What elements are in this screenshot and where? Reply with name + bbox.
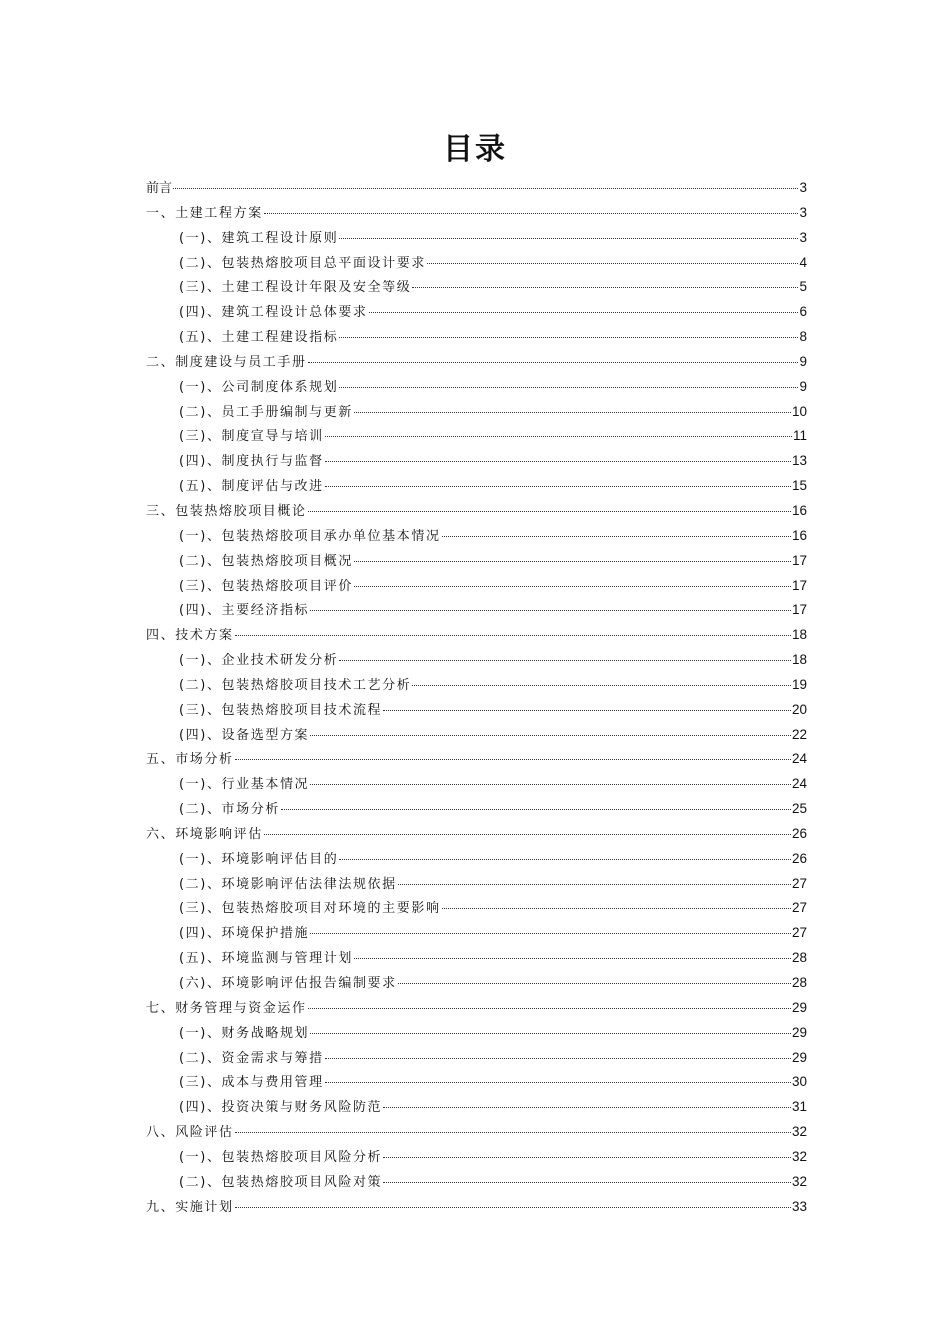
toc-page-number: 18 xyxy=(791,652,807,668)
toc-entry-title: (六)、环境影响评估报告编制要求 xyxy=(179,976,397,991)
toc-dot-leader xyxy=(308,362,798,363)
toc-dot-leader xyxy=(442,908,791,909)
toc-page-number: 16 xyxy=(791,527,807,543)
toc-dot-leader xyxy=(325,436,792,437)
toc-dot-leader xyxy=(398,884,791,885)
toc-dot-leader xyxy=(383,1182,791,1183)
toc-entry-title: (三)、成本与费用管理 xyxy=(179,1075,324,1091)
toc-page-number: 17 xyxy=(791,552,807,568)
toc-page-number: 19 xyxy=(791,676,807,692)
toc-entry-section[interactable] xyxy=(146,797,807,822)
toc-dot-leader xyxy=(339,238,798,239)
toc-dot-leader xyxy=(308,511,791,512)
toc-entry-chapter[interactable] xyxy=(146,822,807,847)
toc-dot-leader xyxy=(325,1058,791,1059)
toc-page-number: 24 xyxy=(791,751,807,767)
toc-page-number: 17 xyxy=(791,602,807,618)
toc-entry-section[interactable] xyxy=(146,847,807,872)
toc-page-number: 16 xyxy=(791,502,807,518)
toc-page-number: 3 xyxy=(799,229,807,245)
toc-entry-section[interactable] xyxy=(146,698,807,723)
toc-page-number: 29 xyxy=(791,1024,807,1040)
toc-entry-title: (五)、环境监测与管理计划 xyxy=(179,951,353,967)
toc-entry-chapter[interactable] xyxy=(146,1120,807,1145)
toc-dot-leader xyxy=(325,486,791,487)
toc-dot-leader xyxy=(354,586,791,587)
toc-dot-leader xyxy=(412,685,791,686)
toc-entry-chapter[interactable] xyxy=(146,350,807,375)
toc-entry-title: 八、风险评估 xyxy=(146,1125,234,1141)
toc-page-number: 31 xyxy=(791,1099,807,1115)
toc-entry-title: (五)、制度评估与改进 xyxy=(179,479,324,495)
toc-entry-title: (四)、投资决策与财务风险防范 xyxy=(179,1100,383,1116)
toc-page-number: 13 xyxy=(791,453,807,469)
toc-entry-title: 九、实施计划 xyxy=(146,1199,234,1215)
toc-entry-title: (三)、土建工程设计年限及安全等级 xyxy=(179,280,412,296)
toc-dot-leader xyxy=(310,735,791,736)
toc-entry-chapter[interactable] xyxy=(146,747,807,772)
toc-page-number: 27 xyxy=(791,925,807,941)
toc-page-number: 26 xyxy=(791,825,807,841)
toc-entry-title: (一)、财务战略规划 xyxy=(179,1025,310,1041)
toc-entry-section[interactable] xyxy=(146,1145,807,1170)
toc-dot-leader xyxy=(235,1132,791,1133)
toc-page-number: 10 xyxy=(791,403,807,419)
toc-entry-title: (二)、包装热熔胶项目总平面设计要求 xyxy=(179,255,426,271)
toc-entry-title: 七、财务管理与资金运作 xyxy=(146,1000,307,1016)
toc-page-number: 29 xyxy=(791,1049,807,1065)
toc-dot-leader xyxy=(339,387,798,388)
toc-dot-leader xyxy=(354,412,791,413)
toc-dot-leader xyxy=(325,1082,791,1083)
toc-entry-section[interactable] xyxy=(146,946,807,971)
toc-entry-title: (二)、员工手册编制与更新 xyxy=(179,404,353,420)
toc-entry-section[interactable] xyxy=(146,971,807,996)
toc-entry-title: 二、制度建设与员工手册 xyxy=(146,354,307,370)
toc-dot-leader xyxy=(235,635,791,636)
toc-dot-leader xyxy=(310,1033,791,1034)
toc-dot-leader xyxy=(442,536,791,537)
toc-entry-section[interactable] xyxy=(146,921,807,946)
toc-dot-leader xyxy=(383,1107,791,1108)
toc-page-number: 15 xyxy=(791,478,807,494)
toc-entry-section[interactable] xyxy=(146,275,807,300)
toc-entry-chapter[interactable] xyxy=(146,623,807,648)
toc-page-number: 29 xyxy=(791,999,807,1015)
toc-entry-section[interactable] xyxy=(146,673,807,698)
toc-dot-leader xyxy=(369,312,798,313)
toc-entry-title: (二)、包装热熔胶项目技术工艺分析 xyxy=(179,677,412,693)
toc-page-number: 33 xyxy=(791,1198,807,1214)
toc-entry-section[interactable] xyxy=(146,1046,807,1071)
toc-page-number: 24 xyxy=(791,776,807,792)
toc-dot-leader xyxy=(427,263,798,264)
toc-page-number: 6 xyxy=(799,304,807,320)
toc-entry-title: (三)、包装热熔胶项目评价 xyxy=(179,578,353,594)
toc-entry-section[interactable] xyxy=(146,449,807,474)
toc-page-number: 22 xyxy=(791,726,807,742)
toc-page-number: 28 xyxy=(791,975,807,990)
toc-page-number: 9 xyxy=(799,353,807,369)
toc-dot-leader xyxy=(308,1008,791,1009)
toc-entry-chapter[interactable] xyxy=(146,201,807,226)
toc-entry-title: (四)、设备选型方案 xyxy=(179,727,310,743)
toc-entry-title: (二)、市场分析 xyxy=(179,802,280,818)
toc-dot-leader xyxy=(310,784,791,785)
toc-entry-title: (四)、主要经济指标 xyxy=(179,603,310,619)
toc-entry-title: (四)、环境保护措施 xyxy=(179,926,310,942)
toc-dot-leader xyxy=(264,834,791,835)
toc-dot-leader xyxy=(281,809,791,810)
toc-dot-leader xyxy=(354,561,791,562)
toc-entry-title: (三)、制度宣导与培训 xyxy=(179,429,324,445)
toc-dot-leader xyxy=(310,933,791,934)
toc-entry-section[interactable] xyxy=(146,549,807,574)
toc-page-number: 30 xyxy=(791,1074,807,1090)
toc-dot-leader xyxy=(339,660,791,661)
toc-entry-section[interactable] xyxy=(146,474,807,499)
toc-entry-title: (四)、建筑工程设计总体要求 xyxy=(179,305,368,321)
toc-dot-leader xyxy=(235,759,791,760)
toc-entry-title: (一)、环境影响评估目的 xyxy=(179,851,339,867)
toc-page-number: 26 xyxy=(791,850,807,866)
toc-entry-section[interactable] xyxy=(146,1170,807,1195)
toc-entry-section[interactable] xyxy=(146,226,807,251)
toc-dot-leader xyxy=(310,610,791,611)
toc-entry-section[interactable] xyxy=(146,1095,807,1120)
toc-entry-section[interactable] xyxy=(146,375,807,400)
toc-page-number: 3 xyxy=(799,204,807,220)
toc-page-number: 4 xyxy=(799,254,807,270)
toc-dot-leader xyxy=(264,213,798,214)
toc-dot-leader xyxy=(383,710,791,711)
toc-entry-title: (一)、建筑工程设计原则 xyxy=(179,230,339,246)
toc-dot-leader xyxy=(325,461,791,462)
toc-entry-section[interactable] xyxy=(146,424,807,449)
toc-page-number: 32 xyxy=(791,1148,807,1164)
toc-entry-title: 五、市场分析 xyxy=(146,752,234,768)
toc-entry-title: (三)、包装热熔胶项目技术流程 xyxy=(179,702,383,718)
toc-entry-title: 一、土建工程方案 xyxy=(146,205,263,221)
toc-entry-title: 三、包装热熔胶项目概论 xyxy=(146,503,307,519)
toc-entry-title: (一)、行业基本情况 xyxy=(179,777,310,793)
toc-page-number: 27 xyxy=(791,875,807,891)
toc-entry-section[interactable] xyxy=(146,300,807,325)
toc-title: 目录 xyxy=(443,132,507,167)
toc-dot-leader xyxy=(354,958,791,959)
toc-entry-title: (三)、包装热熔胶项目对环境的主要影响 xyxy=(179,901,441,917)
toc-entry-title: (一)、公司制度体系规划 xyxy=(179,379,339,395)
toc-entry-section[interactable] xyxy=(146,574,807,599)
toc-page-number: 5 xyxy=(799,279,807,295)
toc-page-number: 11 xyxy=(792,428,807,444)
toc-entry-section[interactable] xyxy=(146,400,807,425)
toc-entry-title: (一)、企业技术研发分析 xyxy=(179,653,339,669)
toc-entry-chapter[interactable] xyxy=(146,176,807,201)
toc-entry-section[interactable] xyxy=(146,1070,807,1095)
toc-entry-section[interactable] xyxy=(146,872,807,897)
toc-entry-chapter[interactable] xyxy=(146,1195,807,1220)
toc-page-number: 3 xyxy=(799,180,807,195)
toc-entry-section[interactable] xyxy=(146,598,807,623)
toc-dot-leader xyxy=(173,188,798,189)
toc-entry-section[interactable] xyxy=(146,648,807,673)
toc-entry-title: 六、环境影响评估 xyxy=(146,826,263,842)
toc-entry-section[interactable] xyxy=(146,772,807,797)
toc-entry-section[interactable] xyxy=(146,251,807,276)
toc-entry-section[interactable] xyxy=(146,524,807,549)
toc-entry-title: (一)、包装热熔胶项目风险分析 xyxy=(179,1149,383,1165)
toc-page-number: 20 xyxy=(791,701,807,717)
toc-page-number: 28 xyxy=(791,950,807,966)
toc-entry-title: (四)、制度执行与监督 xyxy=(179,454,324,470)
toc-page-number: 32 xyxy=(791,1173,807,1189)
toc-entry-title: (二)、包装热熔胶项目风险对策 xyxy=(179,1174,383,1190)
toc-dot-leader xyxy=(339,859,791,860)
toc-dot-leader xyxy=(412,287,798,288)
toc-dot-leader xyxy=(339,337,798,338)
toc-entry-title: 四、技术方案 xyxy=(146,628,234,644)
toc-dot-leader xyxy=(398,983,791,984)
toc-page-number: 8 xyxy=(799,329,807,345)
toc-page-number: 17 xyxy=(791,577,807,593)
toc-entry-title: (二)、环境影响评估法律法规依据 xyxy=(179,876,397,892)
toc-list xyxy=(146,176,807,1219)
toc-entry-section[interactable] xyxy=(146,1021,807,1046)
toc-entry-title: (一)、包装热熔胶项目承办单位基本情况 xyxy=(179,528,441,544)
toc-page-number: 9 xyxy=(799,378,807,394)
toc-entry-section[interactable] xyxy=(146,723,807,748)
toc-entry-title: (二)、包装热熔胶项目概况 xyxy=(179,553,353,569)
toc-entry-section[interactable] xyxy=(146,896,807,921)
toc-entry-section[interactable] xyxy=(146,325,807,350)
toc-entry-chapter[interactable] xyxy=(146,996,807,1021)
toc-entry-chapter[interactable] xyxy=(146,499,807,524)
toc-page-number: 18 xyxy=(791,627,807,643)
toc-dot-leader xyxy=(383,1157,791,1158)
toc-entry-title: 前言 xyxy=(146,181,173,196)
toc-page-number: 27 xyxy=(791,900,807,916)
toc-entry-title: (五)、土建工程建设指标 xyxy=(179,330,339,346)
toc-page-number: 25 xyxy=(791,801,807,817)
toc-entry-title: (二)、资金需求与筹措 xyxy=(179,1050,324,1066)
toc-dot-leader xyxy=(235,1207,791,1208)
toc-page-number: 32 xyxy=(791,1124,807,1140)
